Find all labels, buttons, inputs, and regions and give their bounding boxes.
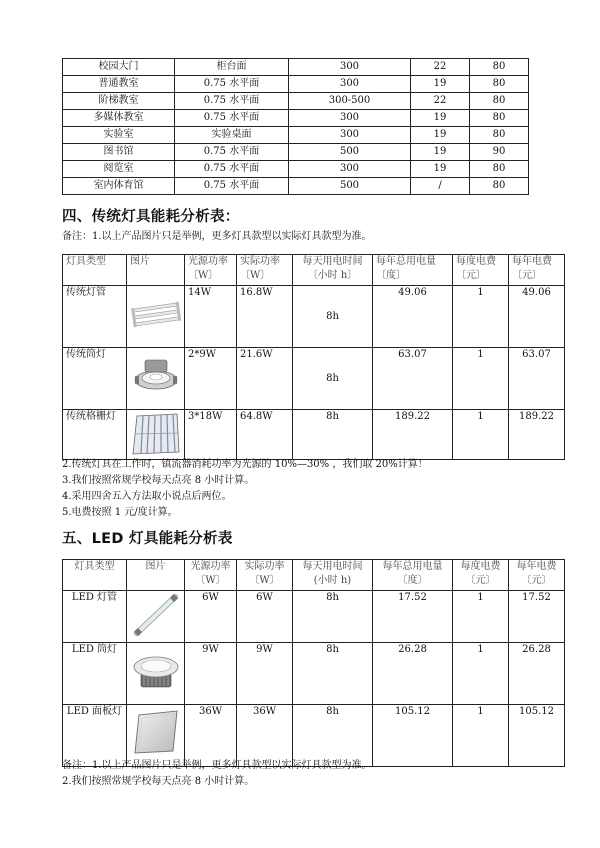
table-cell: 19 — [411, 161, 470, 178]
lamp-image-cell — [127, 591, 185, 643]
table-row — [63, 178, 529, 195]
annual-cost: 189.22 — [509, 410, 565, 460]
header-annual-cost: 每年电费 〔元〕 — [509, 560, 565, 591]
annual-kwh: 49.06 — [373, 286, 453, 348]
table-cell: 80 — [470, 161, 529, 178]
table-cell: 300 — [289, 59, 411, 76]
note-line: 2.我们按照常规学校每天点亮 8 小时计算。 — [62, 776, 255, 787]
table-row — [63, 59, 529, 76]
note-line: 4.采用四舍五入方法取小说点后两位。 — [62, 491, 232, 502]
table-row — [63, 110, 529, 127]
table-cell: 19 — [411, 127, 470, 144]
table-cell: 柜台面 — [175, 59, 289, 76]
header-image: 图片 — [127, 255, 185, 286]
annual-cost: 26.28 — [509, 643, 565, 705]
actual-power: 64.8W — [237, 410, 293, 460]
table-row — [63, 76, 529, 93]
note-line: 2.传统灯具在工作时，镇流器消耗功率为光源的 10%—30% ，我们取 20%计算！ — [62, 459, 428, 470]
table-cell: 80 — [470, 59, 529, 76]
downlight-image — [131, 350, 181, 400]
table-cell: 19 — [411, 144, 470, 161]
table-cell: 22 — [411, 59, 470, 76]
actual-power: 9W — [237, 643, 293, 705]
fluorescent-tube-image — [131, 288, 181, 338]
table-row — [63, 591, 565, 643]
note-line: 备注：1.以上产品图片只是举例，更多灯具款型以实际灯具款型为准。 — [62, 231, 372, 242]
table-row — [63, 144, 529, 161]
lamp-type: LED 面板灯 — [63, 705, 127, 767]
table-header-row — [63, 560, 565, 591]
price: 1 — [453, 705, 509, 767]
header-price: 每度电费 〔元〕 — [453, 255, 509, 286]
table-row — [63, 127, 529, 144]
table-row — [63, 348, 565, 410]
table-cell: 80 — [470, 76, 529, 93]
header-rated-power: 光源功率 〔W〕 — [185, 560, 237, 591]
table-cell: 19 — [411, 110, 470, 127]
annual-kwh: 105.12 — [373, 705, 453, 767]
price: 1 — [453, 591, 509, 643]
header-price: 每度电费 〔元〕 — [453, 560, 509, 591]
table-cell: 阅览室 — [63, 161, 175, 178]
header-type: 灯具类型 — [63, 255, 127, 286]
table-cell: 阶梯教室 — [63, 93, 175, 110]
table-cell: 0.75 水平面 — [175, 76, 289, 93]
table-cell: 300 — [289, 110, 411, 127]
table-cell: 室内体育馆 — [63, 178, 175, 195]
price: 1 — [453, 410, 509, 460]
table-cell: 500 — [289, 178, 411, 195]
table-cell: 300 — [289, 76, 411, 93]
lamp-image-cell — [127, 643, 185, 705]
rated-power: 2*9W — [185, 348, 237, 410]
lamp-type: 传统灯管 — [63, 286, 127, 348]
price: 1 — [453, 643, 509, 705]
illuminance-table — [62, 58, 529, 195]
table-cell: 图书馆 — [63, 144, 175, 161]
notes-led — [62, 758, 372, 790]
note-line: 3.我们按照常规学校每天点亮 8 小时计算。 — [62, 475, 255, 486]
header-annual-kwh: 每年总用电量 〔度〕 — [373, 560, 453, 591]
actual-power: 16.8W — [237, 286, 293, 348]
lamp-type: 传统格栅灯 — [63, 410, 127, 460]
table-cell: 80 — [470, 127, 529, 144]
price: 1 — [453, 348, 509, 410]
table-header-row — [63, 255, 565, 286]
led-tube-image — [131, 593, 181, 637]
daily-hours: 8h — [293, 705, 373, 767]
daily-hours: 8h — [293, 348, 373, 410]
rated-power: 9W — [185, 643, 237, 705]
annual-cost: 49.06 — [509, 286, 565, 348]
table-cell: 0.75 水平面 — [175, 110, 289, 127]
rated-power: 3*18W — [185, 410, 237, 460]
table-cell: 80 — [470, 110, 529, 127]
price: 1 — [453, 286, 509, 348]
table-cell: 300 — [289, 161, 411, 178]
rated-power: 14W — [185, 286, 237, 348]
table-cell: 实验桌面 — [175, 127, 289, 144]
header-annual-kwh: 每年总用电量 〔度〕 — [373, 255, 453, 286]
annual-kwh: 189.22 — [373, 410, 453, 460]
table-cell: 0.75 水平面 — [175, 161, 289, 178]
table-row — [63, 286, 565, 348]
table-row — [63, 643, 565, 705]
rated-power: 36W — [185, 705, 237, 767]
led-lamp-table — [62, 559, 565, 767]
table-cell: 普通教室 — [63, 76, 175, 93]
section-title-traditional: 四、传统灯具能耗分析表： — [62, 209, 240, 225]
header-actual-power: 实际功率 〔W〕 — [237, 560, 293, 591]
lamp-image-cell — [127, 286, 185, 348]
annual-cost: 17.52 — [509, 591, 565, 643]
lamp-type: LED 筒灯 — [63, 643, 127, 705]
table-cell: 19 — [411, 76, 470, 93]
header-rated-power: 光源功率 〔W〕 — [185, 255, 237, 286]
table-row — [63, 93, 529, 110]
grille-lamp-image — [131, 412, 181, 456]
table-cell: 22 — [411, 93, 470, 110]
table-cell: 校园大门 — [63, 59, 175, 76]
section-title-led: 五、LED 灯具能耗分析表 — [62, 531, 233, 547]
led-downlight-image — [131, 645, 181, 695]
table-cell: 0.75 水平面 — [175, 144, 289, 161]
annual-kwh: 26.28 — [373, 643, 453, 705]
note-line: 5.电费按照 1 元/度计算。 — [62, 507, 178, 518]
actual-power: 6W — [237, 591, 293, 643]
header-daily-hours: 每天用电时间 (小时 h) — [293, 560, 373, 591]
annual-kwh: 17.52 — [373, 591, 453, 643]
header-annual-cost: 每年电费 〔元〕 — [509, 255, 565, 286]
header-actual-power: 实际功率 〔W〕 — [237, 255, 293, 286]
lamp-image-cell — [127, 348, 185, 410]
table-cell: / — [411, 178, 470, 195]
notes-traditional — [62, 457, 428, 521]
note-line: 备注：1.以上产品图片只是举例，更多灯具款型以实际灯具款型为准。 — [62, 760, 372, 771]
table-cell: 0.75 水平面 — [175, 93, 289, 110]
table-cell: 80 — [470, 178, 529, 195]
lamp-type: LED 灯管 — [63, 591, 127, 643]
annual-cost: 63.07 — [509, 348, 565, 410]
table-cell: 300 — [289, 127, 411, 144]
daily-hours: 8h — [293, 286, 373, 348]
table-cell: 300-500 — [289, 93, 411, 110]
table-row — [63, 410, 565, 460]
table-cell: 多媒体教室 — [63, 110, 175, 127]
daily-hours: 8h — [293, 410, 373, 460]
actual-power: 21.6W — [237, 348, 293, 410]
annual-cost: 105.12 — [509, 705, 565, 767]
traditional-lamp-table — [62, 254, 565, 460]
header-daily-hours: 每天用电时间 〔小时 h〕 — [293, 255, 373, 286]
lamp-image-cell — [127, 410, 185, 460]
lamp-type: 传统筒灯 — [63, 348, 127, 410]
annual-kwh: 63.07 — [373, 348, 453, 410]
table-cell: 90 — [470, 144, 529, 161]
led-panel-image — [131, 707, 181, 757]
actual-power: 36W — [237, 705, 293, 767]
daily-hours: 8h — [293, 591, 373, 643]
header-type: 灯具类型 — [63, 560, 127, 591]
table-cell: 0.75 水平面 — [175, 178, 289, 195]
header-image: 图片 — [127, 560, 185, 591]
table-cell: 80 — [470, 93, 529, 110]
table-cell: 实验室 — [63, 127, 175, 144]
rated-power: 6W — [185, 591, 237, 643]
daily-hours: 8h — [293, 643, 373, 705]
table-row — [63, 161, 529, 178]
table-cell: 500 — [289, 144, 411, 161]
